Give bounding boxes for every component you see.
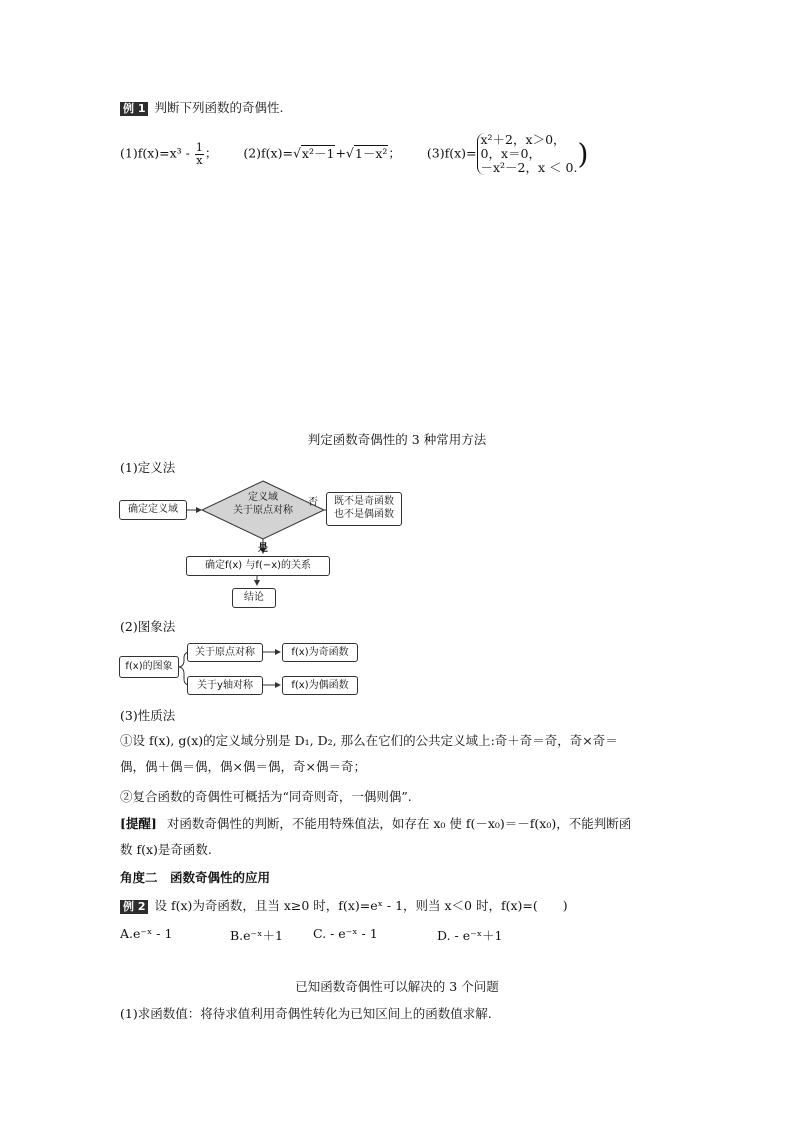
example-1-title: 判断下列函数的奇偶性. [154,100,284,115]
solve-item-1: (1)求函数值：将待求值利用奇偶性转化为已知区间上的函数值求解. [120,1006,492,1021]
flow-end-box: 结论 [232,588,276,608]
angle-2-title: 角度二 函数奇偶性的应用 [120,870,271,885]
graph-result-1: f(x)为奇函数 [282,643,358,662]
part-2-label: (2)f(x)= [243,145,293,161]
flow-start-box: 确定定义域 [119,500,187,520]
reminder-line-2: 数 f(x)是奇函数. [120,842,212,857]
decision-text: 定义域 关于原点对称 [233,492,293,516]
part-1-fraction: $\frac{1}{x}$ [195,140,203,167]
piecewise-function: x²＋2，x＞0， 0，x＝0， －x²－2，x ＜ 0. [477,133,578,175]
example-1-parts: (1)f(x)=x³ - $\frac{1}{x}$ ； (2)f(x)=√x²－1+√1－x²； (3)f(x)= x²＋2，x＞0， 0，x＝0， －x²－2，x ＜ 0. ) [120,132,589,175]
example-2-tag: 例 2 [120,900,148,914]
option-d: D. - e⁻ˣ＋1 [437,928,503,943]
part-1-label: (1)f(x)=x³ - [120,145,190,161]
example-2-question: 例 2 设 f(x)为奇函数，且当 x≥0 时，f(x)=eˣ - 1，则当 x＜0 时，f(x)=( ) [120,896,568,914]
option-c: C. - e⁻ˣ - 1 [313,926,378,941]
graph-condition-1: 关于原点对称 [187,643,263,662]
part-2-radicand-2: 1－x² [354,145,388,161]
reminder-line-1: [提醒] 对函数奇偶性的判断，不能用特殊值法，如存在 x₀ 使 f(－x₀)＝－f(x₀)，不能判断函 [120,816,632,831]
yes-label: 是 [258,543,268,554]
solve-heading: 已知函数奇偶性可以解决的 3 个问题 [295,979,499,994]
option-a: A.e⁻ˣ - 1 [120,926,173,941]
no-label: 否 [308,497,318,508]
graph-condition-2: 关于y轴对称 [187,676,263,695]
definition-method-title: (1)定义法 [120,460,176,475]
graph-source-box: f(x)的图象 [119,656,179,678]
flow-no-result-box: 既不是奇函数 也不是偶函数 [326,492,402,526]
part-3-label: (3)f(x)= [426,145,477,161]
sqrt-icon: √ [345,145,354,161]
flow-step-box: 确定f(x) 与f(−x)的关系 [186,556,330,576]
graph-result-2: f(x)为偶函数 [282,676,358,695]
methods-heading: 判定函数奇偶性的 3 种常用方法 [307,432,487,447]
property-1-line-2: 偶，偶＋偶＝偶，偶×偶＝偶，奇×偶＝奇； [120,759,366,774]
graph-method-title: (2)图象法 [120,619,176,634]
example-1-tag: 例 1 [120,102,148,116]
property-1-line-1: ①设 f(x), g(x)的定义域分别是 D₁, D₂, 那么在它们的公共定义域上:奇＋奇＝奇，奇×奇＝ [120,733,618,748]
property-method-title: (3)性质法 [120,708,176,723]
reminder-label: [提醒] [120,816,157,831]
part-2-radicand-1: x²－1 [301,145,335,161]
sqrt-icon: √ [292,145,301,161]
property-2: ②复合函数的奇偶性可概括为“同奇则奇，一偶则偶”. [120,789,412,804]
option-b: B.e⁻ˣ＋1 [230,928,283,943]
